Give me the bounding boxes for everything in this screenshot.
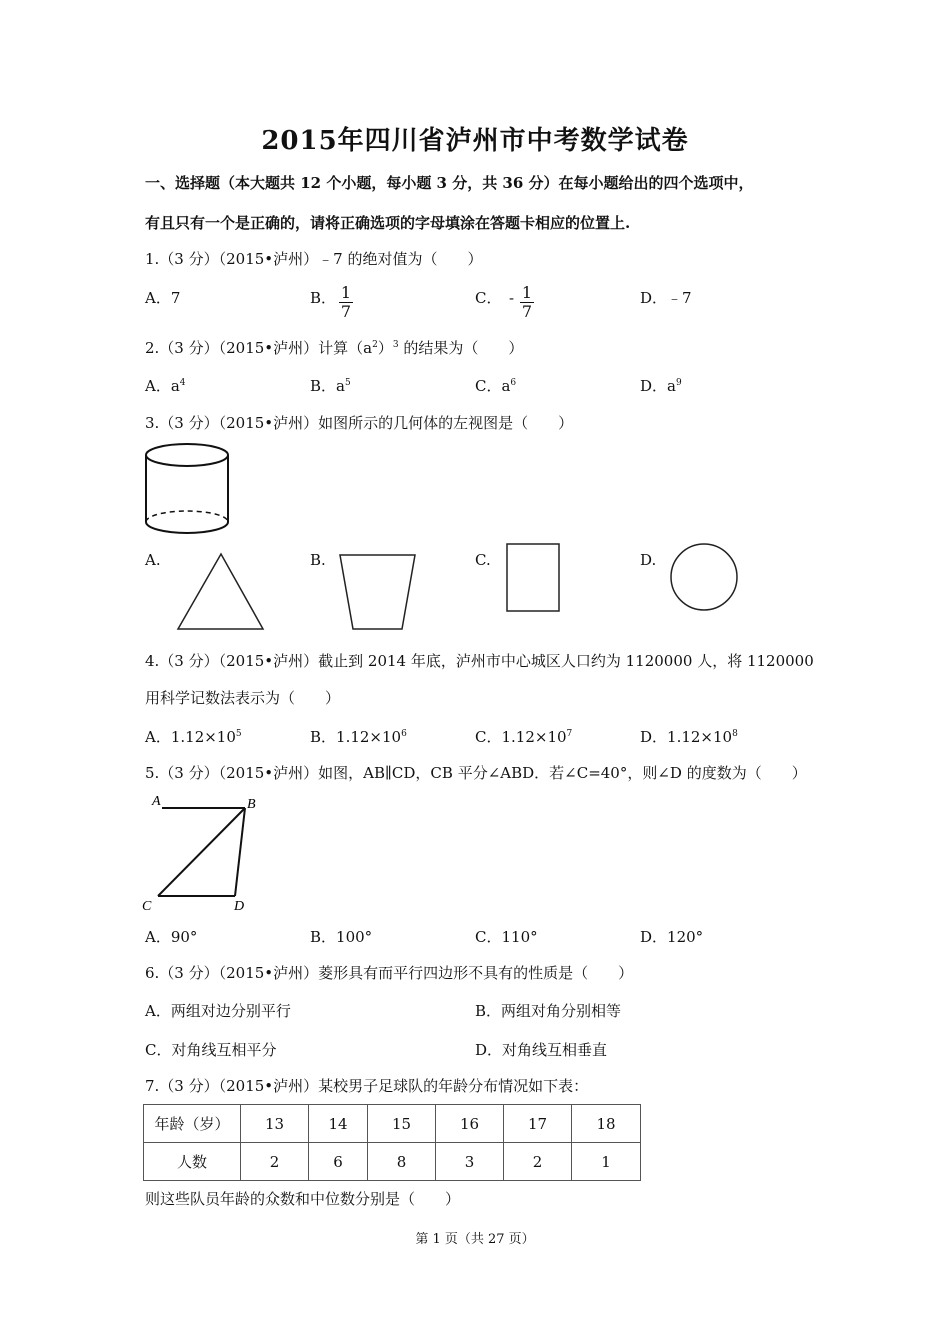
table-cell: 年龄（岁） xyxy=(144,1105,241,1143)
table-cell: 2 xyxy=(241,1143,309,1181)
section-header-line2: 有且只有一个是正确的，请将正确选项的字母填涂在答题卡相应的位置上. xyxy=(145,214,631,232)
point-label-a: A xyxy=(152,794,161,809)
page-footer: 第 1 页（共 27 页） xyxy=(415,1232,535,1247)
q5-geometry-figure xyxy=(138,790,268,915)
q2-stem-pre: 2.（3 分）（2015•泸州）计算（a xyxy=(145,339,373,357)
q6-option-a: A．两组对边分别平行 xyxy=(145,1002,291,1020)
q4-option-b: B．$1.12\times 10^6$ xyxy=(310,728,407,746)
q5-stem: 5.（3 分）（2015•泸州）如图，AB∥CD，CB 平分∠ABD．若∠C=40°，则∠D 的度数为（ ） xyxy=(145,764,807,782)
q7-stem: 7.（3 分）（2015•泸州）某校男子足球队的年龄分布情况如下表： xyxy=(145,1077,589,1095)
q5-option-d: D．120° xyxy=(640,928,704,946)
table-cell: 18 xyxy=(572,1105,641,1143)
table-row xyxy=(144,1105,641,1143)
q2-stem-post: 的结果为（ ） xyxy=(398,339,524,357)
q3-option-a-label: A. xyxy=(145,551,161,569)
q4-option-a: A．$1.12\times 10^5$ xyxy=(145,728,242,746)
q5-option-a: A．90° xyxy=(145,928,198,946)
age-distribution-table xyxy=(143,1104,641,1181)
q1-option-c-fraction xyxy=(520,284,534,321)
q1-option-b-label: B． xyxy=(310,289,337,307)
table-cell: 8 xyxy=(368,1143,436,1181)
point-label-d: D xyxy=(234,899,245,914)
section-header-line1: 一、选择题（本大题共 12 个小题，每小题 3 分，共 36 分）在每小题给出的四个选项中， xyxy=(145,174,754,192)
q2-option-a: A．$a^4$ xyxy=(145,377,186,395)
table-row xyxy=(144,1143,641,1181)
q5-option-b: B．100° xyxy=(310,928,373,946)
q5-option-c: C．110° xyxy=(475,928,538,946)
table-cell: 1 xyxy=(572,1143,641,1181)
q3-option-a-triangle xyxy=(176,552,266,632)
q6-option-b: B．两组对角分别相等 xyxy=(475,1002,622,1020)
q2-stem-sup1: 2 xyxy=(372,340,378,350)
q3-option-c-rectangle xyxy=(506,543,562,613)
paper-title: 2015年四川省泸州市中考数学试卷 xyxy=(261,126,689,156)
q4-option-d: D．$1.12\times 10^8$ xyxy=(640,728,738,746)
q3-option-d-label: D. xyxy=(640,551,657,569)
q6-option-d: D．对角线互相垂直 xyxy=(475,1041,608,1059)
q6-option-c: C．对角线互相平分 xyxy=(145,1041,277,1059)
q6-stem: 6.（3 分）（2015•泸州）菱形具有而平行四边形不具有的性质是（ ） xyxy=(145,964,634,982)
table-cell: 17 xyxy=(504,1105,572,1143)
q4-stem-line2: 用科学记数法表示为（ ） xyxy=(145,689,341,707)
table-cell: 人数 xyxy=(144,1143,241,1181)
q1-c-numerator: 1 xyxy=(521,283,533,302)
q3-option-b-label: B. xyxy=(310,551,326,569)
q1-b-numerator: 1 xyxy=(340,283,352,302)
q2-option-c: C．$a^6$ xyxy=(475,377,517,395)
q1-option-c-label: C． xyxy=(475,289,502,307)
q3-option-b-trapezoid xyxy=(338,552,418,632)
point-label-b: B xyxy=(247,797,256,812)
table-cell: 14 xyxy=(309,1105,368,1143)
q1-b-denominator: 7 xyxy=(340,302,352,321)
q4-stem-line1: 4.（3 分）（2015•泸州）截止到 2014 年底，泸州市中心城区人口约为 1120000 人，将 1120000 xyxy=(145,652,814,670)
q1-c-denominator: 7 xyxy=(521,302,533,321)
q2-option-b: B．$a^5$ xyxy=(310,377,351,395)
q3-stem: 3.（3 分）（2015•泸州）如图所示的几何体的左视图是（ ） xyxy=(145,414,574,432)
q2-option-d: D．$a^9$ xyxy=(640,377,682,395)
table-cell: 16 xyxy=(436,1105,504,1143)
q2-stem-mid: ） xyxy=(377,339,393,357)
q4-option-c: C．$1.12\times 10^7$ xyxy=(475,728,573,746)
q2-stem-sup2: 3 xyxy=(392,340,399,350)
table-cell: 15 xyxy=(368,1105,436,1143)
q2-stem xyxy=(145,337,523,358)
q1-option-b-fraction xyxy=(339,284,353,321)
table-cell: 6 xyxy=(309,1143,368,1181)
q1-option-c-sign: - xyxy=(509,289,515,307)
q3-option-d-circle xyxy=(670,543,740,613)
point-label-c: C xyxy=(142,899,152,914)
q7-question: 则这些队员年龄的众数和中位数分别是（ ） xyxy=(145,1190,461,1208)
q1-stem: 1.（3 分）（2015•泸州）﹣7 的绝对值为（ ） xyxy=(145,250,483,268)
table-cell: 13 xyxy=(241,1105,309,1143)
table-cell: 2 xyxy=(504,1143,572,1181)
q3-option-c-label: C. xyxy=(475,551,491,569)
cylinder-figure xyxy=(140,440,240,540)
q1-option-a: A．7 xyxy=(145,289,181,307)
q1-option-d: D．﹣7 xyxy=(640,289,692,307)
table-cell: 3 xyxy=(436,1143,504,1181)
